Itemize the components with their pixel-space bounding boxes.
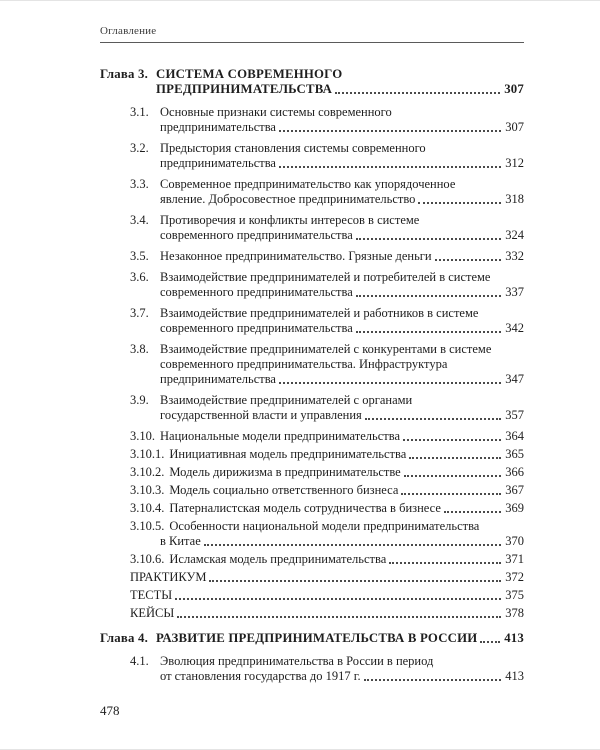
toc-entry-line	[100, 465, 524, 480]
toc-entry-page: 312	[505, 156, 524, 170]
toc-entry-title: Взаимодействие предпринимателей и работников в системе	[160, 306, 479, 320]
toc-entry-line	[100, 141, 524, 156]
toc-entry-page: 378	[505, 606, 524, 620]
toc-entry-line	[100, 669, 524, 684]
toc-entry-title: Модель социально ответственного бизнеса	[169, 483, 399, 497]
toc-entry-title: в Китае	[160, 534, 201, 548]
toc-entry-title: предпринимательства	[160, 372, 276, 386]
toc-entry-title: ПРАКТИКУМ	[130, 570, 207, 584]
toc-entry-page: 307	[504, 82, 524, 96]
toc-entry	[100, 606, 524, 621]
toc-entry	[100, 141, 524, 171]
toc-entry-page: 318	[505, 192, 524, 206]
toc-entry-title: Национальные модели предпринимательства	[160, 429, 400, 443]
toc-entry	[100, 270, 524, 300]
toc-entry-title: Взаимодействие предпринимателей с органами	[160, 393, 413, 407]
running-header-title: Оглавление	[100, 25, 157, 37]
toc-entry-line	[100, 570, 524, 585]
toc-entry	[100, 519, 524, 549]
toc-entry-page: 337	[505, 285, 524, 299]
toc-entry-title: Инициативная модель предпринимательства	[169, 447, 407, 461]
toc-list	[100, 59, 524, 690]
toc-entry	[100, 552, 524, 567]
toc-entry-number: 4.1.	[130, 654, 149, 668]
dot-leader	[364, 679, 502, 681]
toc-entry-line	[100, 321, 524, 336]
toc-entry-page: 369	[505, 501, 524, 515]
toc-entry-number: Глава 3.	[100, 67, 148, 81]
toc-entry	[100, 213, 524, 243]
dot-leader	[389, 562, 501, 564]
toc-entry-title: ТЕСТЫ	[130, 588, 173, 602]
toc-entry-title: Модель дирижизма в предпринимательстве	[169, 465, 401, 479]
toc-entry-page: 370	[505, 534, 524, 548]
toc-entry-line	[100, 393, 524, 408]
toc-entry-line	[100, 519, 524, 534]
toc-entry-title: предпринимательства	[160, 156, 276, 170]
toc-entry-page: 342	[505, 321, 524, 335]
toc-entry-line	[100, 270, 524, 285]
toc-entry-page: 366	[505, 465, 524, 479]
toc-entry-title: Современное предпринимательство как упорядоченное	[160, 177, 456, 191]
toc-entry-line	[100, 306, 524, 321]
toc-entry-title: Взаимодействие предпринимателей и потребителей в системе	[160, 270, 491, 284]
toc-entry-title: КЕЙСЫ	[130, 606, 175, 620]
dot-leader	[356, 238, 501, 240]
toc-entry-number: 3.10.2.	[130, 465, 165, 479]
toc-entry	[100, 465, 524, 480]
dot-leader	[175, 598, 501, 600]
toc-entry-number: 3.8.	[130, 342, 149, 356]
dot-leader	[279, 166, 501, 168]
page-number: 478	[100, 703, 120, 718]
toc-entry-line	[100, 631, 524, 646]
dot-leader	[403, 439, 501, 441]
dot-leader	[480, 641, 500, 643]
toc-entry-title: современного предпринимательства	[160, 285, 353, 299]
toc-entry-title: Основные признаки системы современного	[160, 105, 392, 119]
toc-entry-title: государственной власти и управления	[160, 408, 362, 422]
toc-entry-line	[100, 588, 524, 603]
toc-entry	[100, 342, 524, 387]
toc-entry-number: 3.5.	[130, 249, 149, 263]
toc-entry-line	[100, 552, 524, 567]
dot-leader	[401, 493, 501, 495]
toc-entry-page: 324	[505, 228, 524, 242]
toc-entry-line	[100, 534, 524, 549]
toc-entry-line	[100, 249, 524, 264]
toc-entry-title: современного предпринимательства	[160, 228, 353, 242]
toc-entry	[100, 588, 524, 603]
toc-entry-line	[100, 213, 524, 228]
toc-entry-line	[100, 429, 524, 444]
dot-leader	[209, 580, 501, 582]
toc-entry-title: современного предпринимательства	[160, 321, 353, 335]
dot-leader	[409, 457, 501, 459]
toc-entry-page: 372	[505, 570, 524, 584]
toc-chapter-entry	[100, 67, 524, 97]
toc-entry-number: 3.10.3.	[130, 483, 165, 497]
toc-entry-title: Эволюция предпринимательства в России в период	[160, 654, 434, 668]
toc-entry-number: 3.10.	[130, 429, 155, 443]
toc-entry-number: 3.6.	[130, 270, 149, 284]
toc-entry-line	[100, 654, 524, 669]
dot-leader	[418, 202, 501, 204]
toc-entry-line	[100, 285, 524, 300]
toc-entry-number: 3.7.	[130, 306, 149, 320]
toc-entry-page: 364	[505, 429, 524, 443]
toc-entry-line	[100, 192, 524, 207]
toc-entry-line	[100, 408, 524, 423]
toc-entry-title: Особенности национальной модели предпринимательства	[169, 519, 480, 533]
dot-leader	[444, 511, 501, 513]
toc-entry-title: Противоречия и конфликты интересов в системе	[160, 213, 420, 227]
dot-leader	[204, 544, 501, 546]
toc-entry-title: от становления государства до 1917 г.	[160, 669, 361, 683]
toc-entry-number: Глава 4.	[100, 631, 148, 645]
toc-entry-number: 3.10.4.	[130, 501, 165, 515]
toc-entry	[100, 249, 524, 264]
toc-entry-page: 365	[505, 447, 524, 461]
toc-entry-line	[100, 82, 524, 97]
dot-leader	[279, 130, 501, 132]
toc-entry-number: 3.1.	[130, 105, 149, 119]
toc-entry-line	[100, 177, 524, 192]
header-rule	[100, 42, 524, 43]
dot-leader	[279, 382, 501, 384]
toc-entry	[100, 105, 524, 135]
toc-entry-number: 3.10.1.	[130, 447, 165, 461]
toc-entry	[100, 306, 524, 336]
toc-entry-number: 3.10.6.	[130, 552, 165, 566]
toc-entry-title: предпринимательства	[160, 120, 276, 134]
toc-entry-line	[100, 228, 524, 243]
toc-entry-line	[100, 483, 524, 498]
toc-entry-page: 357	[505, 408, 524, 422]
toc-entry-title: Патерналистская модель сотрудничества в бизнесе	[169, 501, 441, 515]
dot-leader	[365, 418, 501, 420]
toc-entry-line	[100, 447, 524, 462]
toc-entry-number: 3.2.	[130, 141, 149, 155]
toc-entry-number: 3.9.	[130, 393, 149, 407]
toc-chapter-entry	[100, 631, 524, 646]
toc-entry-title: Взаимодействие предпринимателей с конкурентами в системе	[160, 342, 492, 356]
toc-entry	[100, 177, 524, 207]
toc-entry-title: современного предпринимательства. Инфраструктура	[160, 357, 448, 371]
running-header	[100, 25, 524, 43]
toc-entry-page: 413	[504, 631, 524, 645]
toc-entry-line	[100, 606, 524, 621]
toc-entry-number: 3.10.5.	[130, 519, 165, 533]
toc-entry-title: ПРЕДПРИНИМАТЕЛЬСТВА	[156, 82, 333, 96]
dot-leader	[177, 616, 501, 618]
toc-entry-title: Исламская модель предпринимательства	[169, 552, 387, 566]
toc-entry-page: 371	[505, 552, 524, 566]
toc-entry	[100, 654, 524, 684]
toc-entry	[100, 501, 524, 516]
toc-entry-line	[100, 342, 524, 357]
toc-entry-number: 3.4.	[130, 213, 149, 227]
toc-entry-page: 332	[505, 249, 524, 263]
toc-entry-title: Незаконное предпринимательство. Грязные деньги	[160, 249, 432, 263]
toc-entry	[100, 570, 524, 585]
toc-entry-line	[100, 156, 524, 171]
toc-entry-title: РАЗВИТИЕ ПРЕДПРИНИМАТЕЛЬСТВА В РОССИИ	[156, 631, 478, 645]
toc-entry	[100, 447, 524, 462]
toc-entry-title: явление. Добросовестное предпринимательство	[160, 192, 416, 206]
toc-entry-title: СИСТЕМА СОВРЕМЕННОГО	[156, 67, 343, 81]
toc-entry-title: Предыстория становления системы современного	[160, 141, 426, 155]
toc-entry-page: 307	[505, 120, 524, 134]
toc-entry-line	[100, 67, 524, 82]
toc-entry	[100, 393, 524, 423]
toc-entry-line	[100, 501, 524, 516]
toc-entry-line	[100, 357, 524, 372]
dot-leader	[356, 331, 501, 333]
dot-leader	[335, 92, 500, 94]
dot-leader	[404, 475, 502, 477]
toc-entry-number: 3.3.	[130, 177, 149, 191]
toc-entry	[100, 429, 524, 444]
toc-entry-line	[100, 120, 524, 135]
dot-leader	[356, 295, 501, 297]
toc-entry-page: 375	[505, 588, 524, 602]
toc-entry-line	[100, 372, 524, 387]
toc-entry	[100, 483, 524, 498]
toc-entry-page: 413	[505, 669, 524, 683]
dot-leader	[435, 259, 502, 261]
toc-entry-page: 367	[505, 483, 524, 497]
toc-entry-page: 347	[505, 372, 524, 386]
toc-entry-line	[100, 105, 524, 120]
